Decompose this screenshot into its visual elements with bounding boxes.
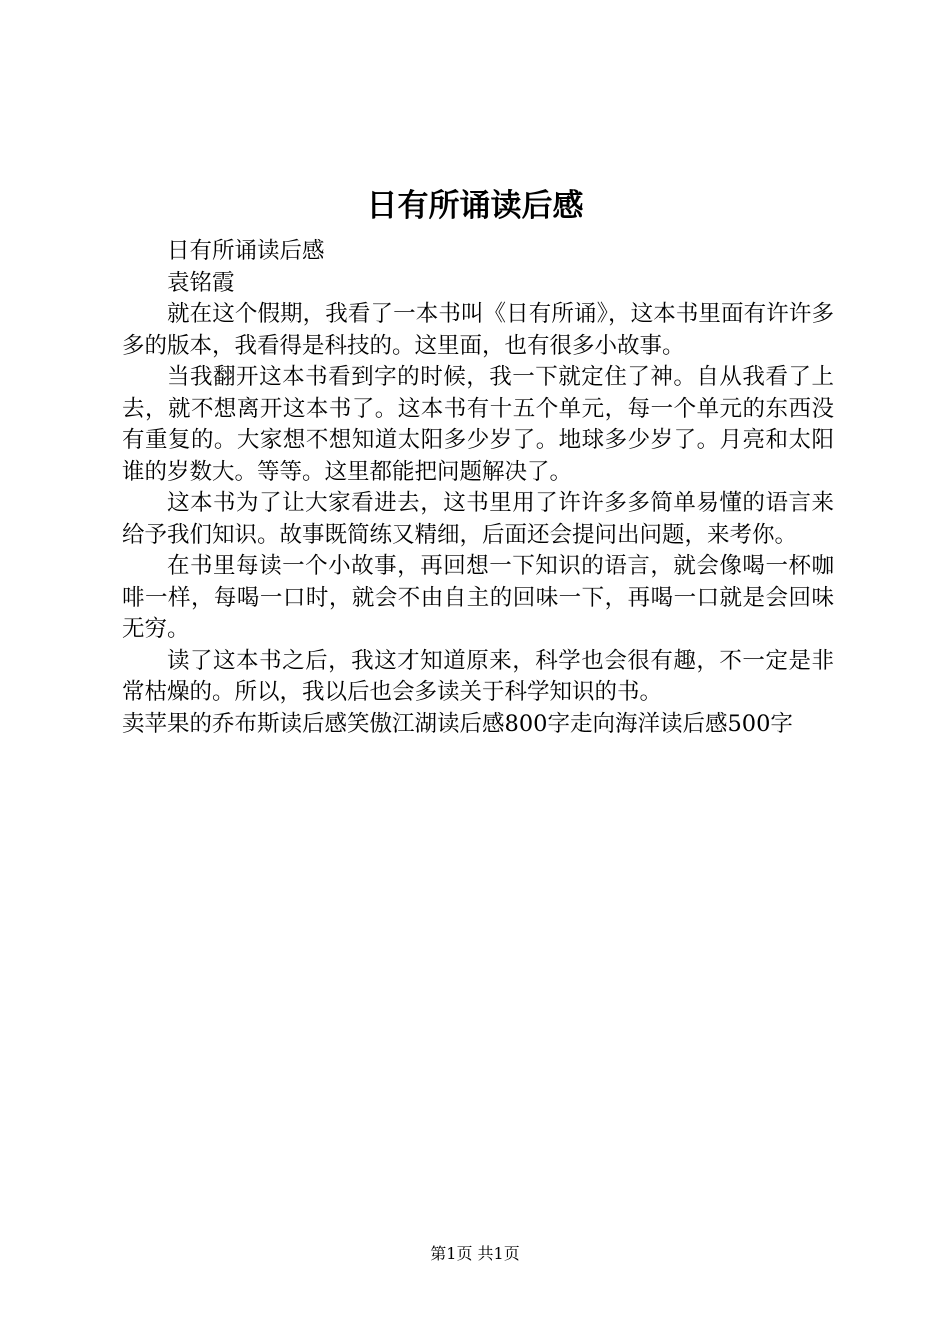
- author-paragraph: 袁铭霞: [167, 269, 235, 296]
- body-paragraph: 在书里每读一个小故事，再回想一下知识的语言，就会像喝一杯咖啡一样，每喝一口时，就会不由自主的回味一下，再喝一口就是会回味无穷。: [122, 553, 834, 642]
- subtitle-paragraph: 日有所诵读后感: [167, 238, 325, 264]
- document-title: 日有所诵读后感: [366, 188, 584, 224]
- body-paragraph: 当我翻开这本书看到字的时候，我一下就定住了神。自从我看了上去，就不想离开这本书了。这本书有十五个单元，每一个单元的东西没有重复的。大家想不想知道太阳多少岁了。地球多少岁了。月亮和太阳谁的岁数大。等等。这里都能把问题解决了。: [122, 364, 834, 485]
- related-articles-paragraph: 卖苹果的乔布斯读后感笑傲江湖读后感800字走向海洋读后感500字: [122, 710, 793, 737]
- body-paragraph: 读了这本书之后，我这才知道原来，科学也会很有趣，不一定是非常枯燥的。所以，我以后也会多读关于科学知识的书。: [122, 647, 834, 705]
- body-paragraph: 就在这个假期，我看了一本书叫《日有所诵》，这本书里面有许许多多的版本，我看得是科技的。这里面，也有很多小故事。: [122, 301, 834, 359]
- page-number-footer: 第1页 共1页: [430, 1244, 520, 1263]
- document-body: [122, 236, 834, 740]
- body-paragraph: 这本书为了让大家看进去，这书里用了许许多多简单易懂的语言来给予我们知识。故事既简练又精细，后面还会提问出问题，来考你。: [122, 490, 834, 548]
